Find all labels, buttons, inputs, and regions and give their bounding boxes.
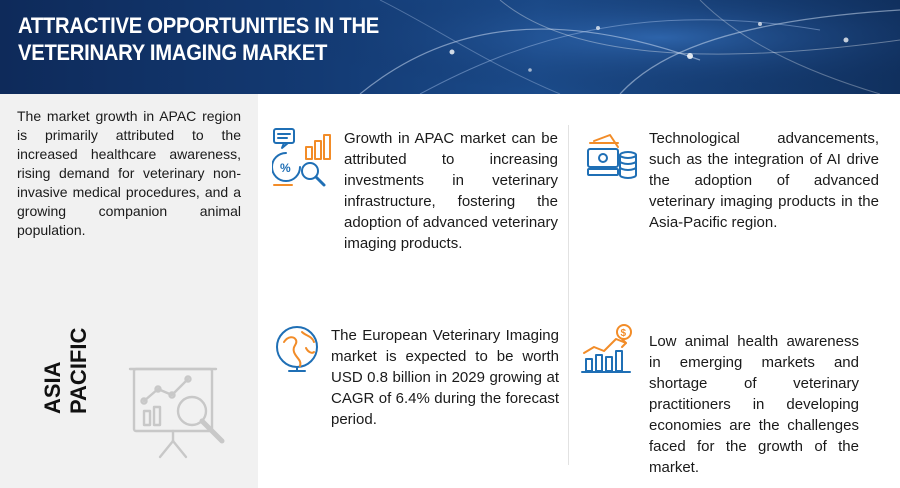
card-text: Technological advancements, such as the integration of AI drive the adoption of advanced veterinary imaging products in the Asia-Pacific region.: [649, 130, 879, 231]
header-banner: [0, 0, 900, 94]
page-title: [18, 12, 379, 66]
region-summary-text: The market growth in APAC region is primarily attributed to the increased healthcare awareness, rising demand for veterinary non-invasive medical procedures, and a growing companion animal population.: [17, 108, 241, 238]
analytics-magnifier-icon: [126, 361, 230, 461]
card-text: Low animal health awareness in emerging markets and shortage of veterinary practitioners in developing economies are the challenges faced for the growth of the market.: [649, 333, 859, 476]
dollar-growth-chart-icon: [580, 323, 636, 375]
globe-icon: [272, 322, 322, 372]
page-title-line1: ATTRACTIVE OPPORTUNITIES IN THE: [18, 13, 380, 38]
region-label-line1: ASIA: [40, 361, 65, 414]
svg-text:%: %: [280, 161, 291, 175]
money-coins-icon: [584, 133, 640, 183]
cards-divider: [568, 125, 569, 465]
card-text: Growth in APAC market can be attributed to increasing investments in veterinary infrastructure, fostering the adoption of advanced veterinary imaging products.: [344, 130, 558, 252]
card-text: The European Veterinary Imaging market is expected to be worth USD 0.8 billion in 2029 growing at CAGR of 6.4% during the forecast period.: [331, 327, 559, 428]
page-title-line2: VETERINARY IMAGING MARKET: [18, 40, 328, 65]
region-label-line2: PACIFIC: [66, 327, 91, 414]
region-label: [40, 327, 121, 414]
growth-analysis-icon: [272, 127, 334, 189]
svg-text:$: $: [620, 328, 627, 339]
